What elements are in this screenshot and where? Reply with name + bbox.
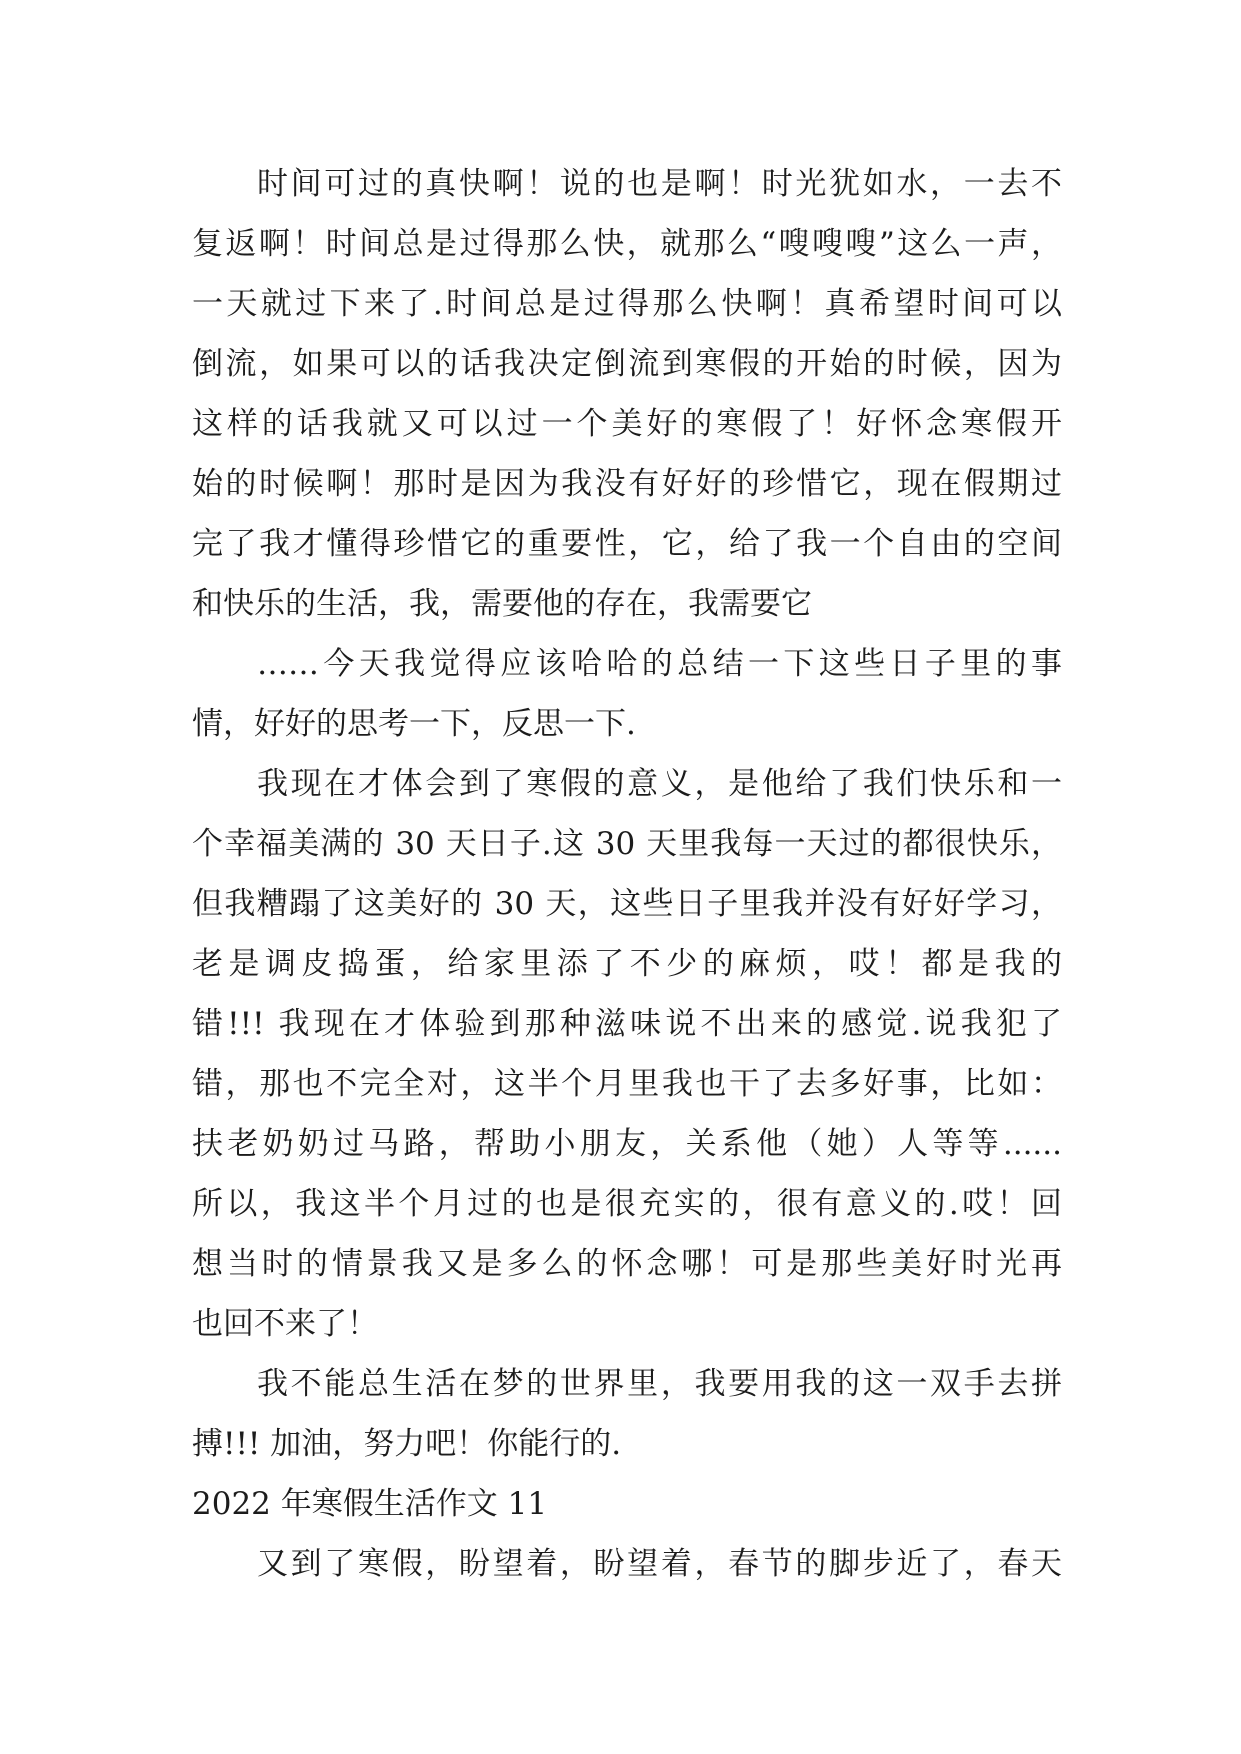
paragraph-3-line-4: 老是调皮捣蛋，给家里添了不少的麻烦，哎！都是我的 xyxy=(192,946,1062,982)
paragraph-3-line-10: 也回不来了！ xyxy=(192,1306,378,1342)
paragraph-2-line-2: 情，好好的思考一下，反思一下. xyxy=(192,706,636,742)
paragraph-3-line-9: 想当时的情景我又是多么的怀念哪！可是那些美好时光再 xyxy=(192,1246,1062,1282)
paragraph-4-line-1: 我不能总生活在梦的世界里，我要用我的这一双手去拼 xyxy=(257,1366,1062,1402)
paragraph-1-line-5: 这样的话我就又可以过一个美好的寒假了！好怀念寒假开 xyxy=(192,406,1062,442)
paragraph-3-line-3: 但我糟蹋了这美好的 30 天，这些日子里我并没有好好学习， xyxy=(192,886,1062,922)
paragraph-3-line-6: 错，那也不完全对，这半个月里我也干了去多好事，比如： xyxy=(192,1066,1062,1102)
paragraph-1-line-7: 完了我才懂得珍惜它的重要性，它，给了我一个自由的空间 xyxy=(192,526,1062,562)
paragraph-1-line-4: 倒流，如果可以的话我决定倒流到寒假的开始的时候，因为 xyxy=(192,346,1062,382)
paragraph-4-line-2: 搏!!! 加油，努力吧！你能行的. xyxy=(192,1426,622,1462)
paragraph-1-line-1: 时间可过的真快啊！说的也是啊！时光犹如水，一去不 xyxy=(257,166,1062,202)
paragraph-1-line-6: 始的时候啊！那时是因为我没有好好的珍惜它，现在假期过 xyxy=(192,466,1062,502)
paragraph-3-line-2: 个幸福美满的 30 天日子.这 30 天里我每一天过的都很快乐， xyxy=(192,826,1062,862)
paragraph-2-line-1: ……今天我觉得应该哈哈的总结一下这些日子里的事 xyxy=(257,646,1062,682)
paragraph-1-line-3: 一天就过下来了.时间总是过得那么快啊！真希望时间可以 xyxy=(192,286,1062,322)
paragraph-3-line-1: 我现在才体会到了寒假的意义，是他给了我们快乐和一 xyxy=(257,766,1062,802)
paragraph-3-line-7: 扶老奶奶过马路，帮助小朋友，关系他（她）人等等...... xyxy=(192,1126,1062,1162)
paragraph-3-line-8: 所以，我这半个月过的也是很充实的，很有意义的.哎！回 xyxy=(192,1186,1062,1222)
section-heading: 2022 年寒假生活作文 11 xyxy=(192,1486,548,1522)
final-paragraph-line-1: 又到了寒假，盼望着，盼望着，春节的脚步近了，春天 xyxy=(257,1546,1062,1582)
paragraph-1-line-2: 复返啊！时间总是过得那么快，就那么“嗖嗖嗖”这么一声， xyxy=(192,226,1062,262)
paragraph-1-line-8: 和快乐的生活，我，需要他的存在，我需要它 xyxy=(192,586,812,622)
paragraph-3-line-5: 错!!! 我现在才体验到那种滋味说不出来的感觉.说我犯了 xyxy=(192,1006,1062,1042)
